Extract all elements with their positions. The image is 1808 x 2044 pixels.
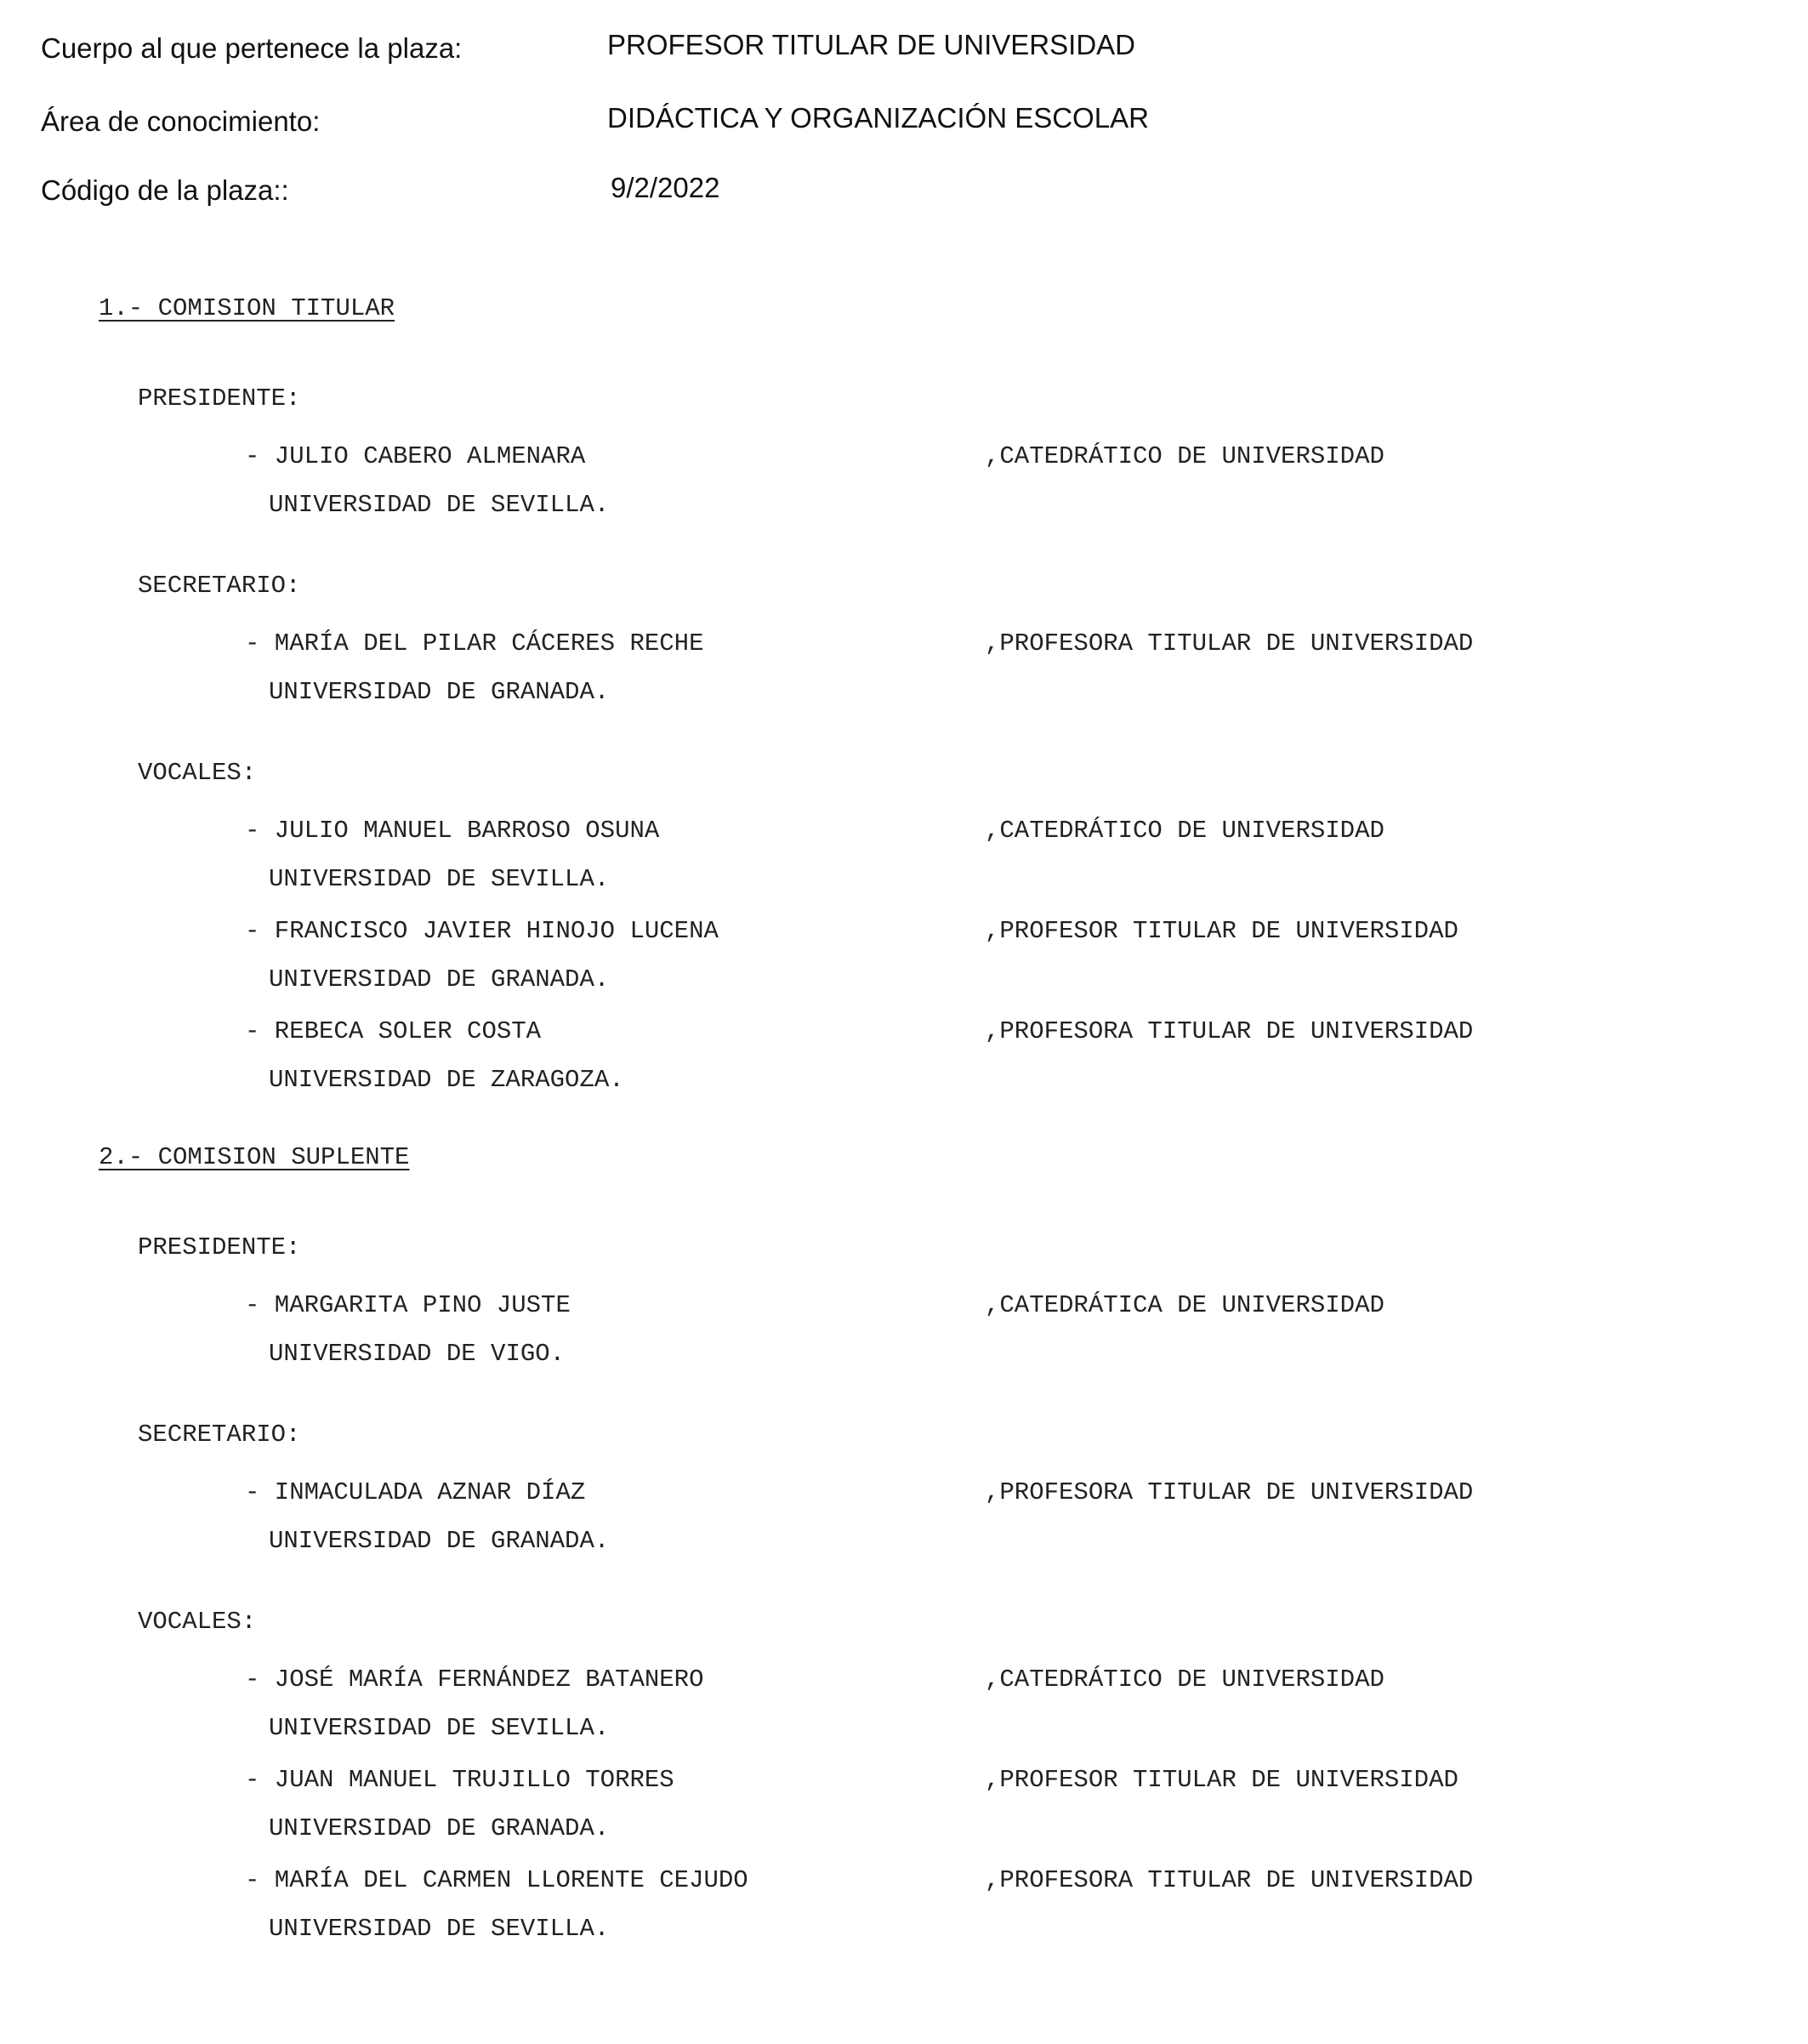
member-name: - MARÍA DEL PILAR CÁCERES RECHE xyxy=(245,629,704,658)
member-name: - JUAN MANUEL TRUJILLO TORRES xyxy=(245,1766,674,1794)
member-role: ,CATEDRÁTICA DE UNIVERSIDAD xyxy=(985,1291,1384,1319)
member-role: ,PROFESOR TITULAR DE UNIVERSIDAD xyxy=(985,1766,1458,1794)
member-role: ,CATEDRÁTICO DE UNIVERSIDAD xyxy=(985,442,1384,470)
member-name: - FRANCISCO JAVIER HINOJO LUCENA xyxy=(245,917,719,945)
header-label-area: Área de conocimiento: xyxy=(41,105,321,137)
role-label-presidente: PRESIDENTE: xyxy=(138,1233,301,1261)
member-name: - JOSÉ MARÍA FERNÁNDEZ BATANERO xyxy=(245,1665,704,1694)
member-name: - REBECA SOLER COSTA xyxy=(245,1017,542,1045)
member-name: - JULIO MANUEL BARROSO OSUNA xyxy=(245,817,660,845)
header-label-codigo: Código de la plaza:: xyxy=(41,174,289,206)
member-university: UNIVERSIDAD DE VIGO. xyxy=(269,1340,566,1368)
role-label-secretario: SECRETARIO: xyxy=(138,572,301,600)
member-name: - JULIO CABERO ALMENARA xyxy=(245,442,586,470)
member-university: UNIVERSIDAD DE GRANADA. xyxy=(269,678,610,706)
member-university: UNIVERSIDAD DE GRANADA. xyxy=(269,1527,610,1555)
member-role: ,PROFESORA TITULAR DE UNIVERSIDAD xyxy=(985,1866,1474,1894)
section-heading-suplente: 2.- COMISION SUPLENTE xyxy=(99,1143,410,1171)
role-label-presidente: PRESIDENTE: xyxy=(138,384,301,413)
role-label-vocales: VOCALES: xyxy=(138,759,257,787)
member-university: UNIVERSIDAD DE SEVILLA. xyxy=(269,491,610,519)
member-name: - MARGARITA PINO JUSTE xyxy=(245,1291,571,1319)
header-value-cuerpo: PROFESOR TITULAR DE UNIVERSIDAD xyxy=(607,29,1135,60)
member-university: UNIVERSIDAD DE GRANADA. xyxy=(269,1814,610,1842)
member-role: ,PROFESORA TITULAR DE UNIVERSIDAD xyxy=(985,1478,1474,1506)
header-value-codigo: 9/2/2022 xyxy=(611,172,720,203)
role-label-secretario: SECRETARIO: xyxy=(138,1421,301,1449)
member-role: ,PROFESORA TITULAR DE UNIVERSIDAD xyxy=(985,629,1474,658)
role-label-vocales: VOCALES: xyxy=(138,1608,257,1636)
member-role: ,CATEDRÁTICO DE UNIVERSIDAD xyxy=(985,1665,1384,1694)
member-role: ,PROFESORA TITULAR DE UNIVERSIDAD xyxy=(985,1017,1474,1045)
member-university: UNIVERSIDAD DE GRANADA. xyxy=(269,965,610,994)
member-university: UNIVERSIDAD DE ZARAGOZA. xyxy=(269,1066,624,1094)
member-name: - MARÍA DEL CARMEN LLORENTE CEJUDO xyxy=(245,1866,748,1894)
header-label-cuerpo: Cuerpo al que pertenece la plaza: xyxy=(41,32,463,64)
member-role: ,PROFESOR TITULAR DE UNIVERSIDAD xyxy=(985,917,1458,945)
member-university: UNIVERSIDAD DE SEVILLA. xyxy=(269,1915,610,1943)
header-value-area: DIDÁCTICA Y ORGANIZACIÓN ESCOLAR xyxy=(607,102,1149,134)
section-heading-titular: 1.- COMISION TITULAR xyxy=(99,294,395,322)
member-university: UNIVERSIDAD DE SEVILLA. xyxy=(269,1714,610,1742)
member-role: ,CATEDRÁTICO DE UNIVERSIDAD xyxy=(985,817,1384,845)
member-name: - INMACULADA AZNAR DÍAZ xyxy=(245,1478,586,1506)
member-university: UNIVERSIDAD DE SEVILLA. xyxy=(269,865,610,893)
